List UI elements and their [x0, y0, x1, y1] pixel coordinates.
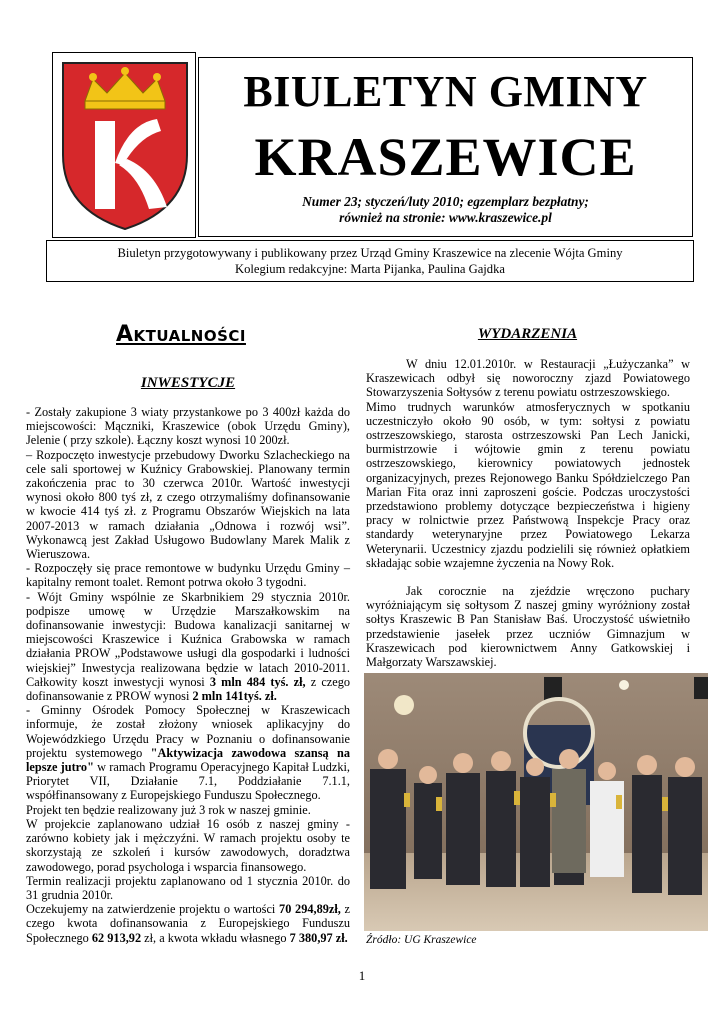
paragraph: - Zostały zakupione 3 wiaty przystankowe po 3 400zł każda do miejscowości: Mączniki, Kraszewice (obok Urzędu Gminy), Jelenie ( przy szkole). Łączny koszt wynosi 10 200zł. — [26, 405, 350, 448]
paragraph: Projekt ten będzie realizowany już 3 rok w naszej gminie. — [26, 802, 311, 817]
paragraph: Termin realizacji projektu zaplanowano od 1 stycznia 2010r. do 31 grudnia 2010r. — [26, 873, 350, 902]
text: w ramach Programu Operacyjnego Kapitał Ludzki, Priorytet VII, Działanie 7.1, Poddziałanie 7.1.1, współfinansowany z Europejskiego Funduszu Społecznego. — [26, 760, 350, 803]
paragraph — [26, 590, 350, 704]
issue-info-line2: również na stronie: www.kraszewice.pl — [339, 210, 552, 225]
masthead-title-line2: KRASZEWICE — [254, 127, 637, 187]
coat-of-arms-icon — [59, 59, 191, 233]
subsection-title-investments: INWESTYCJE — [140, 375, 236, 391]
events-article — [366, 357, 690, 669]
text-bold: 3 mln 484 tyś. zł, — [209, 674, 306, 689]
paragraph: W dniu 12.01.2010r. w Restauracji „Łużyczanka” w Kraszewicach odbył się noworoczny zjazd Powiatowego Stowarzyszenia Sołtysów z terenu powiatu ostrzeszowskiego. — [366, 357, 690, 400]
publisher-line2: Kolegium redakcyjne: Marta Pijanka, Paulina Gajdka — [235, 262, 505, 276]
paragraph: – Rozpoczęto inwestycje przebudowy Dworku Szlacheckiego na cele sali sportowej w Kuźnicy Grabowskiej. Planowany termin zakończenia prac to 30 czerwca 2010r. Wartość inwestycji wynosi około 800 tyś zł, z czego otrzymaliśmy dofinansowanie w kwocie 414 tyś zł. z Programu Obszarów Wiejskich na lata 2007-2013 w ramach działania „Odnowa i rozwój wsi”. Wykonawcą jest Zakład Usługowo Budowlany Marek Malik z Wieruszowa. — [26, 447, 350, 562]
section-title-events: WYDARZENIA — [477, 326, 578, 342]
text-bold: 2 mln 141tyś. zł. — [192, 689, 277, 704]
group-photo-image — [364, 673, 708, 931]
event-photo — [364, 673, 708, 931]
text: z czego kwota dofinansowania z Europejskiego Funduszu Społecznego — [26, 902, 350, 945]
masthead — [198, 57, 693, 237]
text: z czego dofinansowanie z PROW wynosi — [26, 674, 350, 704]
text: Oczekujemy na zatwierdzenie projektu o wartości — [26, 902, 280, 917]
text-bold: 7 380,97 zł. — [289, 930, 348, 945]
issue-info — [199, 194, 692, 226]
paragraph: Jak corocznie na zjeździe wręczono puchary wyróżniającym się sołtysom Z naszej gminy wyróżniony został sołtys Kraszewic B Pan Stanisław Baś. Uroczystość uświetniło przedstawienie jasełek przez uczniów Gimnazjum w Kraszewicach pod kierownictwem Anny Gatkowskiej i Małgorzaty Warszawskiej. — [366, 584, 690, 670]
paragraph — [26, 703, 350, 802]
paragraph — [26, 902, 350, 945]
text-bold: 62 913,92 — [91, 930, 142, 945]
investments-article — [26, 405, 350, 945]
coat-of-arms-frame — [52, 52, 196, 238]
publisher-box — [46, 240, 694, 282]
paragraph: Mimo trudnych warunków atmosferycznych w spotkaniu uczestniczyło około 90 osób, w tym: sołtysi z powiatu ostrzeszowskiego, starosta ostrzeszowski Pan Lech Janicki, burmistrzowie i wójtowie gmin z terenu powiatu ostrzeszowskiego, kierownicy powiatowych jednostek organizacyjnych, prezes Rejonowego Banku Spółdzielczego Pan Marian Fita oraz inni zaproszeni goście. Podczas uroczystości przedstawiono problemy dotyczące bezpieczeństwa i higieny pracy w rolnictwie przez Państwową Inspekcje Pracy oraz standardy weterynaryjne przez Powiatowego Lekarza Weterynarii. Uczestnicy zjazdu podzielili się również opłatkiem składając sobie wzajemne życzenia na Nowy Rok. — [366, 399, 690, 570]
text-bold: "Aktywizacja zawodowa szansą na lepsze jutro" — [26, 745, 350, 775]
photo-caption: Źródło: UG Kraszewice — [366, 934, 477, 946]
publisher-line1: Biuletyn przygotowywany i publikowany przez Urząd Gminy Kraszewice na zlecenie Wójta Gminy — [117, 246, 623, 260]
page-number: 1 — [358, 968, 366, 983]
paragraph: - Rozpoczęły się prace remontowe w budynku Urzędu Gminy – kapitalny remont toalet. Remont potrwa około 3 tygodni. — [26, 561, 350, 590]
masthead-title-line1: BIULETYN GMINY — [243, 67, 648, 116]
section-title-news: Aktualności — [116, 322, 246, 347]
text: - Wójt Gminy wspólnie ze Skarbnikiem 29 stycznia 2010r. podpisze umowę w Urzędzie Marszałkowskim na dofinansowanie inwestycji: Budowa kanalizacji sanitarnej w miejscowości Kraszewice i Kuźnica Grabowska w ramach działania PROW „Podstawowe usługi dla gospodarki i ludności wiejskiej” Inwestycja realizowana będzie w latach 2010-2011. Całkowity koszt inwestycji wynosi — [26, 589, 350, 689]
paragraph: W projekcie zaplanowano udział 16 osób z naszej gminy - zarówno kobiety jak i mężczyźni. W ramach projektu osoby te skorzystają ze szkoleń i kursów zawodowych, doradztwa zawodowego, porad psychologa i wsparcia finansowego. — [26, 816, 350, 874]
text: - Gminny Ośrodek Pomocy Społecznej w Kraszewicach informuje, że został złożony wniosek aplikacyjny do Wojewódzkiego Urzędu Pracy w Poznaniu o dofinansowanie projektu systemowego — [26, 703, 350, 760]
text: zł, a kwota wkładu własnego — [141, 930, 290, 945]
paragraph-gap — [366, 570, 690, 584]
text-bold: 70 294,89zł, — [279, 902, 341, 917]
issue-info-line1: Numer 23; styczeń/luty 2010; egzemplarz bezpłatny; — [302, 194, 589, 209]
